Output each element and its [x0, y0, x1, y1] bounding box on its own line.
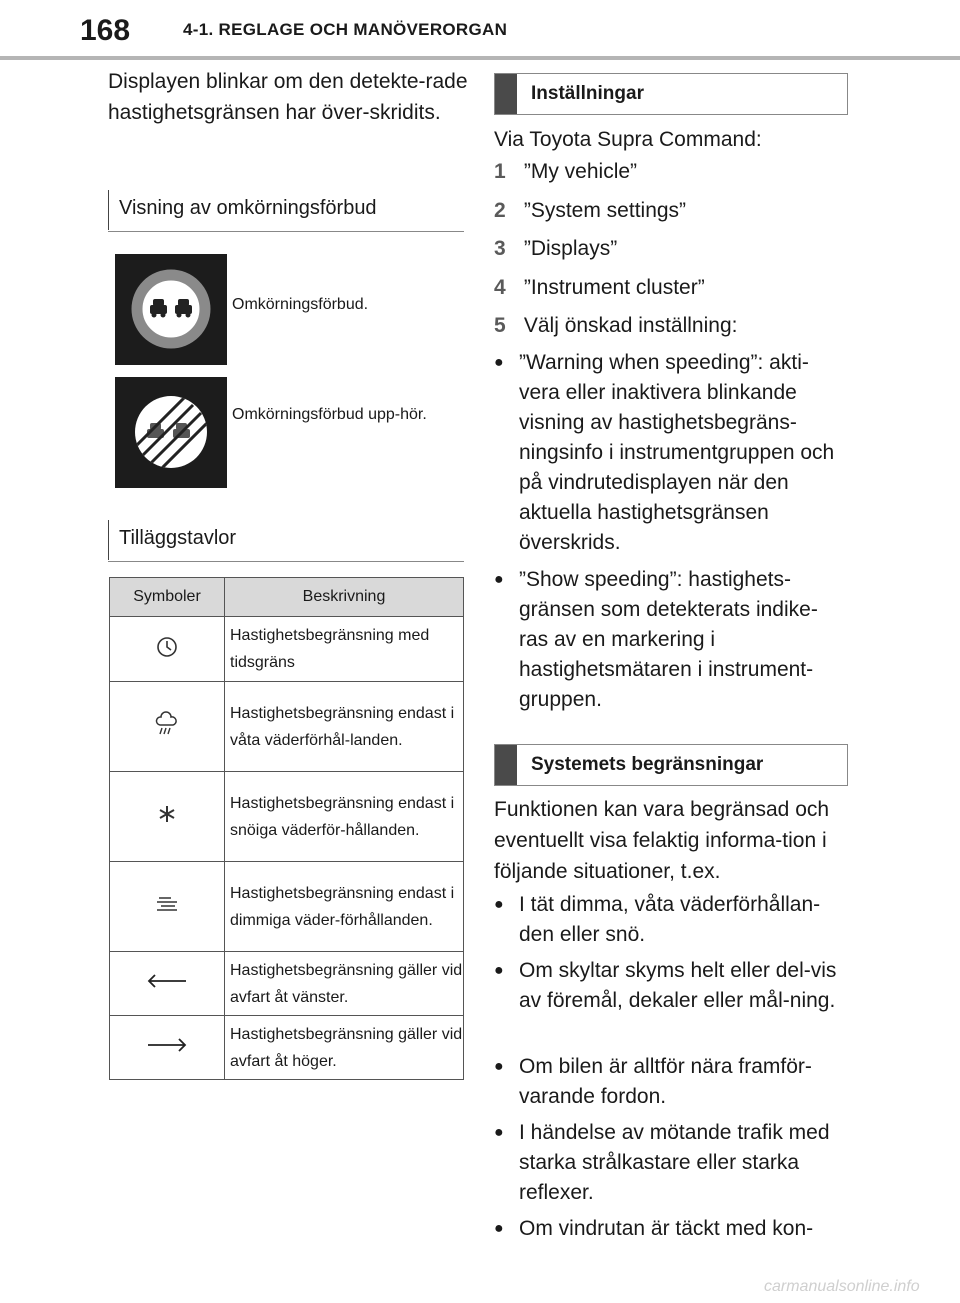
no-overtaking-sign-icon [115, 254, 227, 365]
page-header [0, 0, 960, 70]
settings-heading: Inställningar [531, 83, 644, 104]
step-item: 4 ”Instrument cluster” [494, 276, 705, 299]
row-description: Hastighetsbegränsning endast i våta väderförhål-landen. [225, 682, 464, 772]
overtaking-heading: Visning av omkörningsförbud [108, 190, 377, 230]
step-item: 5 Välj önskad inställning: [494, 314, 738, 337]
bullet-item: ● Om skyltar skyms helt eller del-vis av föremål, dekaler eller mål-ning. [494, 959, 837, 1012]
intro-paragraph: Displayen blinkar om den detekte-rade hastighetsgränsen har över-skridits. [108, 70, 468, 124]
limits-intro: Funktionen kan vara begränsad och eventuellt visa felaktig informa-tion i följande situationer, t.ex. [494, 798, 830, 883]
arrow-left-icon [110, 952, 225, 1016]
bullet-item: ● ”Warning when speeding”: akti-vera eller inaktivera blinkande visning av hastighetsbegräns-ningsinfo i instrumentgruppen och på vindrutedisplayen när den aktuella hastighetsgränsen överskrids. [494, 351, 835, 554]
end-no-overtaking-caption: Omkörningsförbud upp-hör. [232, 406, 427, 423]
limits-heading-box [494, 744, 848, 786]
table-row [110, 617, 464, 682]
supplementary-heading-rule [108, 561, 464, 562]
settings-heading-box [494, 73, 848, 115]
row-description: Hastighetsbegränsning med tidsgräns [225, 617, 464, 682]
rain-cloud-icon [110, 682, 225, 772]
header-rule [0, 56, 960, 60]
table-row [110, 952, 464, 1016]
column-header-description: Beskrivning [225, 578, 464, 617]
arrow-right-icon [110, 1016, 225, 1080]
no-overtaking-caption: Omkörningsförbud. [232, 296, 369, 313]
row-description: Hastighetsbegränsning gäller vid avfart åt vänster. [225, 952, 464, 1016]
table-row [110, 772, 464, 862]
table-row [110, 862, 464, 952]
column-header-symbols: Symboler [110, 578, 225, 617]
table-row [110, 1016, 464, 1080]
page-number: 168 [80, 14, 131, 47]
heading-bar [495, 74, 517, 114]
row-description: Hastighetsbegränsning endast i snöiga väderför-hållanden. [225, 772, 464, 862]
end-no-overtaking-sign-icon [115, 377, 227, 488]
row-description: Hastighetsbegränsning gäller vid avfart åt höger. [225, 1016, 464, 1080]
section-title: 4-1. REGLAGE OCH MANÖVERORGAN [183, 20, 508, 39]
bullet-item: ● Om vindrutan är täckt med kon- [494, 1217, 814, 1240]
table-header-row [110, 578, 464, 617]
clock-icon [110, 617, 225, 682]
snowflake-icon [110, 772, 225, 862]
bullet-item: ● Om bilen är alltför nära framför-varande fordon. [494, 1055, 812, 1108]
row-description: Hastighetsbegränsning endast i dimmiga väder-förhållanden. [225, 862, 464, 952]
step-item: 2 ”System settings” [494, 199, 687, 222]
heading-bar [495, 745, 517, 785]
bullet-item: ● ”Show speeding”: hastighets-gränsen som detekterats indike-ras av en markering i hastighetsmätaren i instrument-gruppen. [494, 568, 818, 711]
supplementary-heading: Tilläggstavlor [108, 520, 236, 560]
table-row [110, 682, 464, 772]
bullet-item: ● I händelse av mötande trafik med starka strålkastare eller starka reflexer. [494, 1121, 830, 1204]
step-item: 1 ”My vehicle” [494, 160, 638, 183]
fog-icon [110, 862, 225, 952]
bullet-item: ● I tät dimma, våta väderförhållan-den eller snö. [494, 893, 821, 946]
step-item: 3 ”Displays” [494, 237, 618, 260]
settings-intro: Via Toyota Supra Command: [494, 128, 762, 151]
overtaking-heading-rule [108, 231, 464, 232]
watermark: carmanualsonline.info [764, 1278, 920, 1295]
supplementary-table [109, 577, 464, 1080]
limits-heading: Systemets begränsningar [531, 754, 764, 775]
